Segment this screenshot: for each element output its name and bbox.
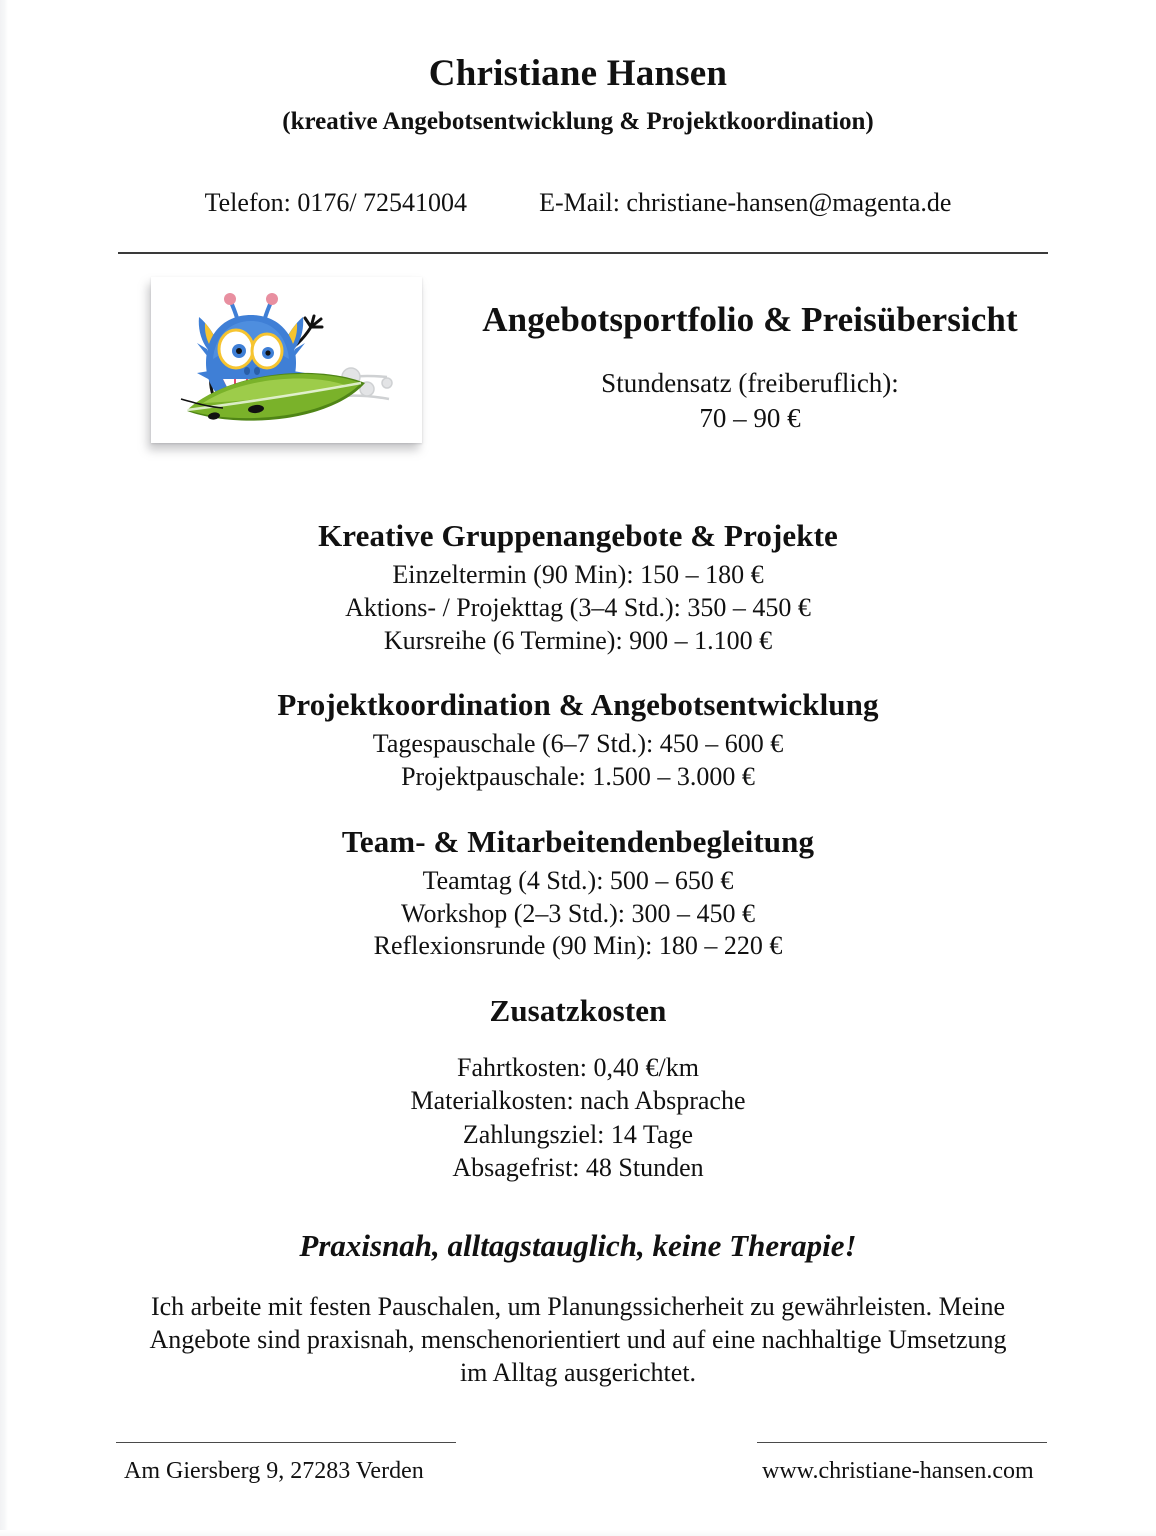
section-line: Kursreihe (6 Termine): 900 – 1.100 € — [383, 625, 773, 655]
section-line: Teamtag (4 Std.): 500 – 650 € — [422, 865, 734, 895]
footer-website[interactable]: www.christiane-hansen.com — [762, 1458, 1034, 1484]
contact-email: E-Mail: christiane-hansen@magenta.de — [539, 188, 952, 217]
price-sections — [0, 518, 1156, 1214]
section-line: Tagespauschale (6–7 Std.): 450 – 600 € — [372, 729, 784, 759]
section-line: Reflexionsrunde (90 Min): 180 – 220 € — [373, 931, 783, 961]
section-line: Zahlungsziel: 14 Tage — [462, 1119, 694, 1149]
scan-edge-bottom — [0, 1530, 1156, 1536]
section-line: Workshop (2–3 Std.): 300 – 450 € — [401, 898, 755, 928]
contact-phone: Telefon: 0176/ 72541004 — [204, 188, 468, 217]
tagline: Praxisnah, alltagstauglich, keine Therapie! — [299, 1228, 857, 1263]
hourly-rate-value: 70 – 90 € — [699, 403, 801, 433]
section-team-mitarbeitendenbegleitung — [0, 824, 1156, 963]
section-line: Materialkosten: nach Absprache — [410, 1086, 746, 1116]
section-line: Projektpauschale: 1.500 – 3.000 € — [401, 762, 755, 791]
page-subtitle: (kreative Angebotsentwicklung & Projektkoordination) — [282, 108, 874, 135]
page-title: Christiane Hansen — [428, 53, 728, 94]
section-heading: Kreative Gruppenangebote & Projekte — [318, 518, 838, 553]
closing-paragraph: Ich arbeite mit festen Pauschalen, um Planungssicherheit zu gewährleisten. Meine Angebote sind praxisnah, menschenorientiert und auf eine nachhaltige Umsetzung im Alltag ausgerichtet. — [149, 1292, 1007, 1388]
section-kreative-gruppenangebote — [0, 518, 1156, 657]
monster-leaf-logo-icon — [151, 277, 422, 443]
section-projektkoordination — [0, 687, 1156, 794]
footer-divider-left — [116, 1442, 456, 1443]
section-line: Absagefrist: 48 Stunden — [452, 1152, 704, 1182]
footer-address: Am Giersberg 9, 27283 Verden — [124, 1458, 424, 1484]
section-line: Einzeltermin (90 Min): 150 – 180 € — [392, 560, 764, 589]
header-divider — [118, 252, 1048, 254]
section-line: Aktions- / Projekttag (3–4 Std.): 350 – 450 € — [345, 592, 811, 622]
section-line: Fahrtkosten: 0,40 €/km — [457, 1053, 699, 1082]
section-heading: Team- & Mitarbeitendenbegleitung — [341, 823, 815, 859]
footer-divider-right — [757, 1442, 1047, 1443]
hourly-rate-label: Stundensatz (freiberuflich): — [601, 368, 899, 398]
logo-card — [151, 277, 422, 443]
section-heading: Zusatzkosten — [489, 993, 667, 1028]
contact-row — [0, 188, 1156, 218]
section-zusatzkosten — [0, 993, 1156, 1184]
hero-block — [430, 300, 1070, 434]
section-heading: Projektkoordination & Angebotsentwicklung — [277, 687, 879, 723]
hero-heading: Angebotsportfolio & Preisübersicht — [482, 300, 1018, 339]
